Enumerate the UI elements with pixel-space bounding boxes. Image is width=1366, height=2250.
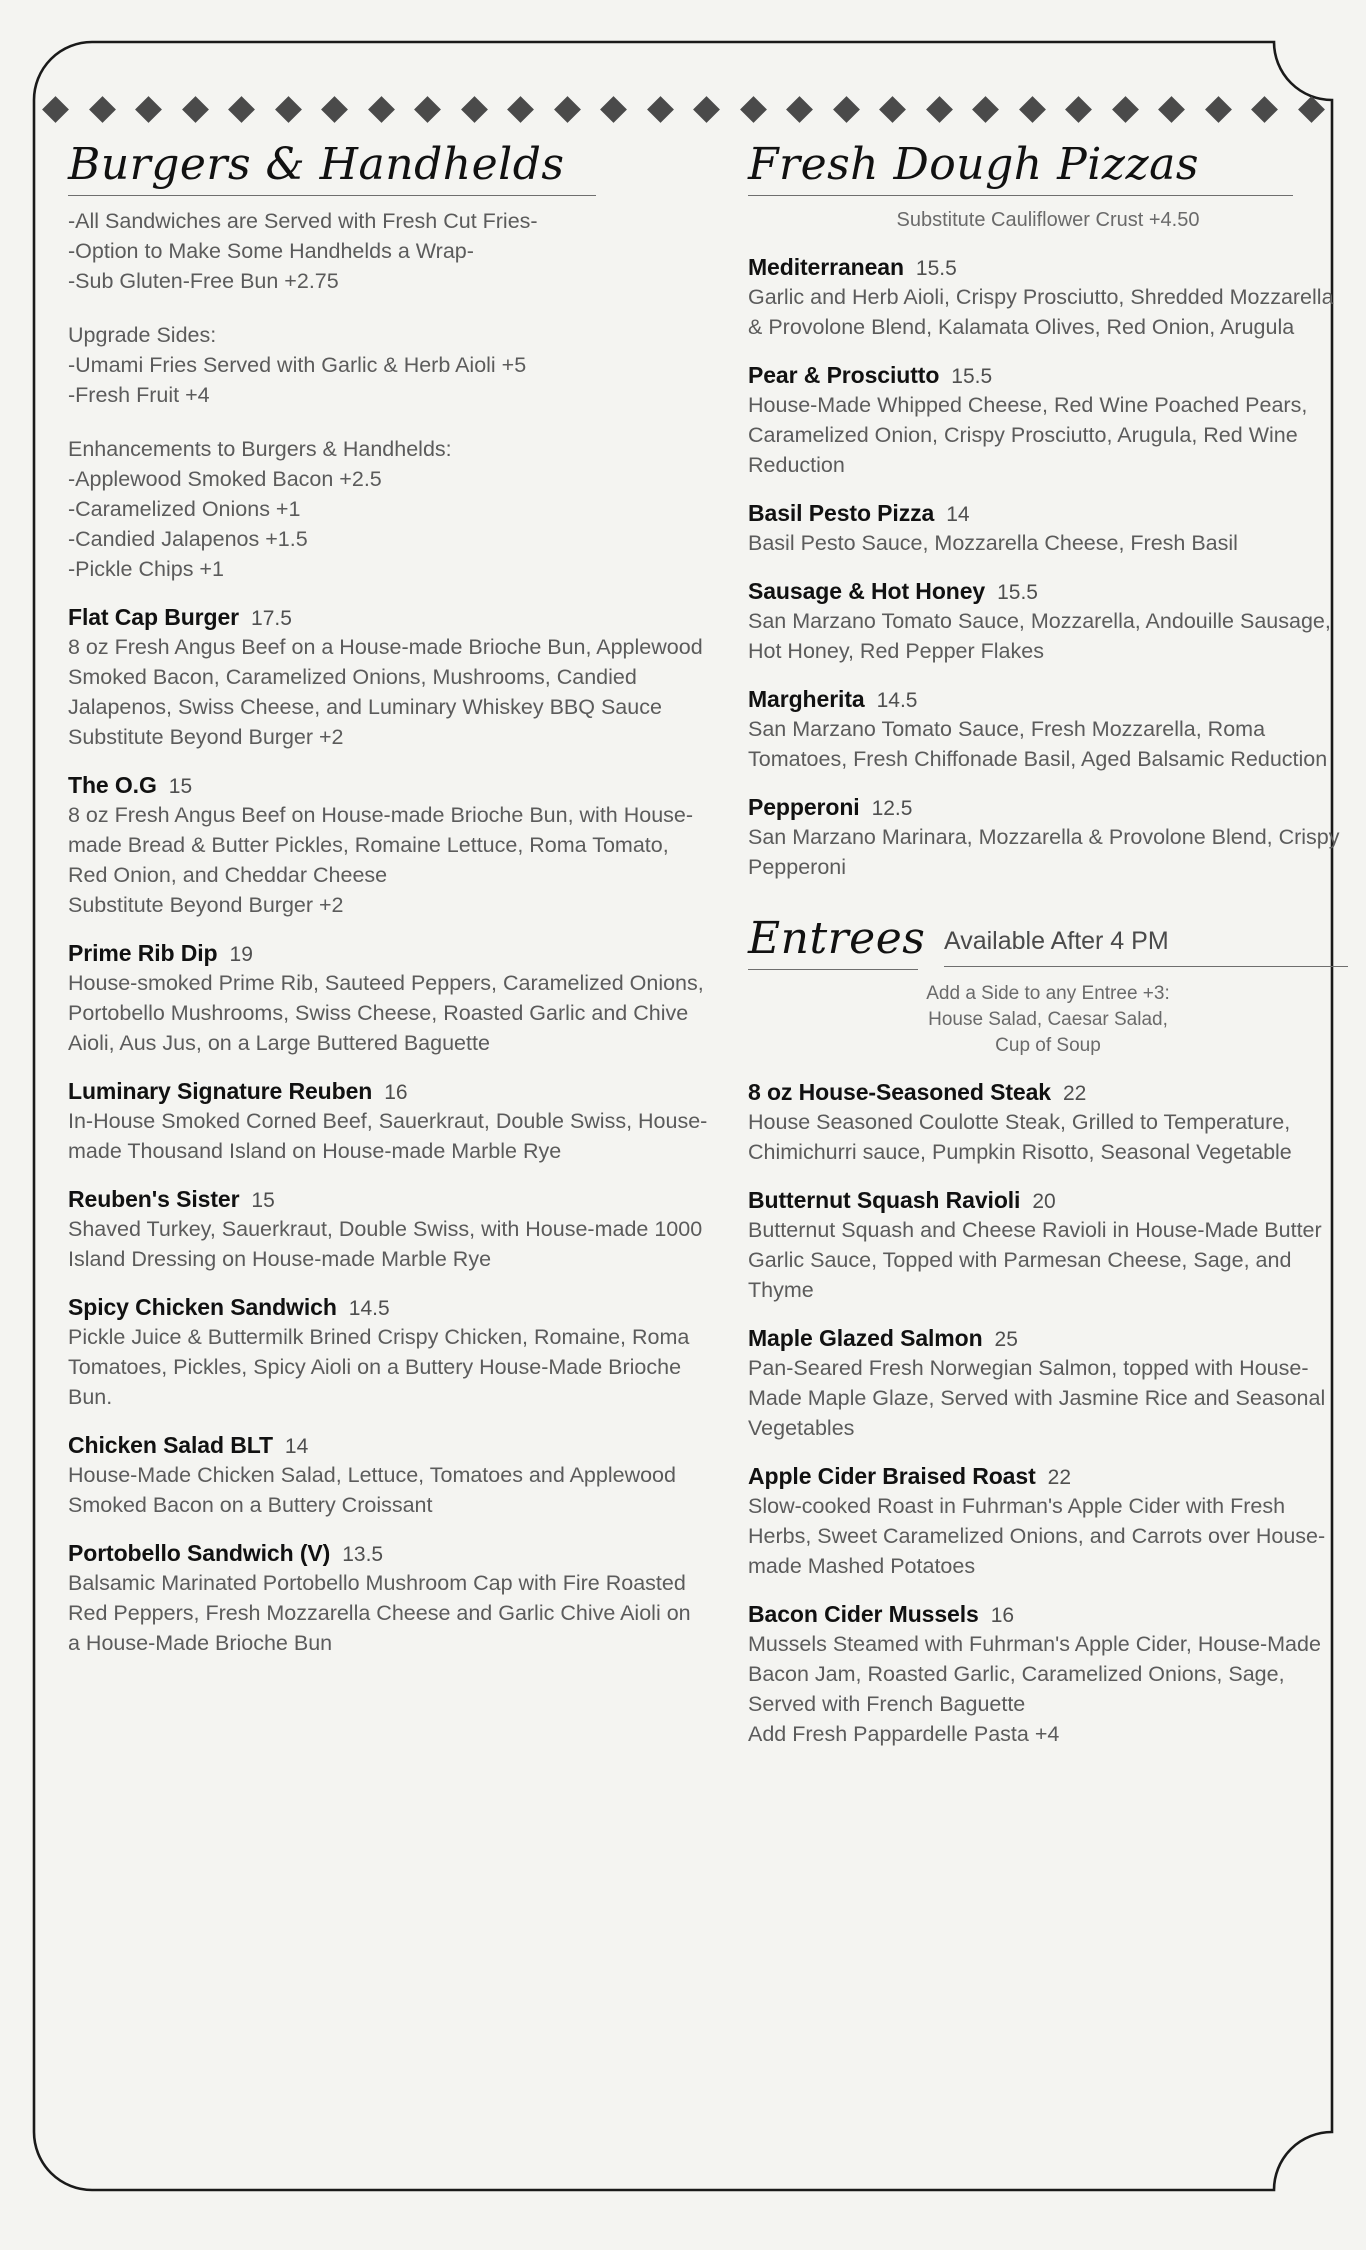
menu-item-description: Balsamic Marinated Portobello Mushroom Cap with Fire Roasted Red Peppers, Fresh Mozzarella Cheese and Garlic Chive Aioli on a House-Made Brioche Bun bbox=[68, 1571, 691, 1656]
menu-item-price: 25 bbox=[994, 1328, 1018, 1352]
menu-item-name: Luminary Signature Reuben bbox=[68, 1078, 373, 1105]
menu-item-name: Portobello Sandwich (V) bbox=[68, 1540, 331, 1567]
menu-item-name: Margherita bbox=[748, 686, 865, 713]
menu-item-description: Shaved Turkey, Sauerkraut, Double Swiss, with House-made 1000 Island Dressing on House-made Marble Rye bbox=[68, 1217, 703, 1272]
enhancement-item: -Caramelized Onions +1 bbox=[68, 497, 301, 522]
menu-item-price: 15.5 bbox=[915, 257, 957, 281]
menu-item-description: 8 oz Fresh Angus Beef on House-made Brioche Bun, with House-made Bread & Butter Pickles, Romaine Lettuce, Roma Tomato, Red Onion, and Cheddar Cheese bbox=[68, 803, 694, 888]
menu-item-price: 17.5 bbox=[251, 607, 292, 631]
menu-item-name: 8 oz House-Seasoned Steak bbox=[748, 1079, 1051, 1106]
menu-item-description: House-Made Whipped Cheese, Red Wine Poached Pears, Caramelized Onion, Crispy Prosciutto, Arugula, Red Wine Reduction bbox=[748, 393, 1308, 478]
menu-item-name: Mediterranean bbox=[748, 254, 904, 281]
menu-item-name: Flat Cap Burger bbox=[68, 604, 240, 631]
menu-item-description: Mussels Steamed with Fuhrman's Apple Cider, House-Made Bacon Jam, Roasted Garlic, Caramelized Onions, Sage, Served with French Baguette bbox=[748, 1632, 1321, 1717]
pizza-section-header bbox=[748, 139, 1348, 196]
menu-item-description: House-Made Chicken Salad, Lettuce, Tomatoes and Applewood Smoked Bacon on a Buttery Croissant bbox=[68, 1463, 676, 1518]
menu-item-name: Prime Rib Dip bbox=[68, 940, 218, 967]
menu-item-price: 13.5 bbox=[342, 1543, 384, 1567]
menu-item bbox=[748, 1325, 1348, 1443]
menu-item-name: Butternut Squash Ravioli bbox=[748, 1187, 1021, 1214]
menu-item bbox=[748, 1187, 1348, 1305]
section-gap bbox=[748, 882, 1348, 916]
menu-item-addon: Add Fresh Pappardelle Pasta +4 bbox=[748, 1722, 1060, 1747]
menu-item bbox=[748, 578, 1348, 666]
menu-item-price: 14.5 bbox=[348, 1297, 390, 1321]
notes-spacer bbox=[68, 296, 708, 320]
menu-item-name: Chicken Salad BLT bbox=[68, 1432, 273, 1459]
menu-item-description: San Marzano Tomato Sauce, Fresh Mozzarella, Roma Tomatoes, Fresh Chiffonade Basil, Aged Balsamic Reduction bbox=[748, 717, 1328, 772]
menu-item-name: Pepperoni bbox=[748, 794, 860, 821]
upgrade-side-item: -Umami Fries Served with Garlic & Herb Aioli +5 bbox=[68, 353, 527, 378]
burgers-note-line: -Option to Make Some Handhelds a Wrap- bbox=[68, 239, 474, 264]
menu-item-header bbox=[748, 1325, 1348, 1352]
menu-item-header bbox=[748, 1187, 1348, 1214]
menu-item-name: Maple Glazed Salmon bbox=[748, 1325, 983, 1352]
menu-item bbox=[748, 686, 1348, 774]
menu-item-description: Slow-cooked Roast in Fuhrman's Apple Cider with Fresh Herbs, Sweet Caramelized Onions, and Carrots over House-made Mashed Potatoes bbox=[748, 1494, 1326, 1579]
menu-item-header bbox=[68, 940, 708, 967]
menu-item bbox=[748, 362, 1348, 480]
menu-item-header bbox=[748, 362, 1348, 389]
menu-item-name: Spicy Chicken Sandwich bbox=[68, 1294, 337, 1321]
menu-item-header bbox=[748, 686, 1348, 713]
entrees-side-note-line: Cup of Soup bbox=[995, 1035, 1101, 1057]
menu-item-name: Pear & Prosciutto bbox=[748, 362, 940, 389]
menu-item bbox=[68, 1078, 708, 1166]
menu-item-header bbox=[748, 578, 1348, 605]
menu-item-price: 15 bbox=[168, 775, 193, 799]
menu-item-description: Garlic and Herb Aioli, Crispy Prosciutto, Shredded Mozzarella & Provolone Blend, Kalamata Olives, Red Onion, Arugula bbox=[748, 285, 1334, 340]
pizza-section-title: Fresh Dough Pizzas bbox=[748, 142, 1293, 196]
menu-item-substitution: Substitute Beyond Burger +2 bbox=[68, 893, 344, 918]
menu-item-header bbox=[68, 1078, 708, 1105]
menu-item bbox=[748, 500, 1348, 558]
menu-item-price: 20 bbox=[1032, 1190, 1056, 1214]
menu-item-price: 22 bbox=[1047, 1466, 1071, 1490]
entrees-side-note-line: Add a Side to any Entree +3: bbox=[926, 983, 1170, 1005]
menu-item-description: San Marzano Marinara, Mozzarella & Provolone Blend, Crispy Pepperoni bbox=[748, 825, 1340, 880]
menu-item-price: 19 bbox=[229, 943, 253, 967]
menu-item-name: Bacon Cider Mussels bbox=[748, 1601, 979, 1628]
menu-item-price: 15.5 bbox=[997, 581, 1038, 605]
menu-item-price: 16 bbox=[990, 1604, 1015, 1628]
menu-item-header bbox=[68, 1540, 708, 1567]
menu-item-header bbox=[68, 1432, 708, 1459]
menu-item-header bbox=[68, 1186, 708, 1213]
menu-item-name: The O.G bbox=[68, 772, 157, 799]
menu-item bbox=[748, 1463, 1348, 1581]
burgers-note-line: -Sub Gluten-Free Bun +2.75 bbox=[68, 269, 339, 294]
menu-item-header bbox=[748, 254, 1348, 281]
enhancement-item: -Candied Jalapenos +1.5 bbox=[68, 527, 308, 552]
menu-item-header bbox=[748, 794, 1348, 821]
burgers-section-header bbox=[68, 139, 708, 196]
menu-item-name: Basil Pesto Pizza bbox=[748, 500, 935, 527]
entrees-section-title: Entrees bbox=[748, 916, 918, 970]
menu-item-substitution: Substitute Beyond Burger +2 bbox=[68, 725, 344, 750]
menu-item bbox=[68, 1432, 708, 1520]
menu-item-name: Apple Cider Braised Roast bbox=[748, 1463, 1036, 1490]
menu-item-header bbox=[68, 604, 708, 631]
menu-item-header bbox=[748, 1601, 1348, 1628]
menu-item-header bbox=[68, 1294, 708, 1321]
enhancement-item: -Pickle Chips +1 bbox=[68, 557, 224, 582]
menu-item bbox=[68, 1294, 708, 1412]
enhancements-title: Enhancements to Burgers & Handhelds: bbox=[68, 437, 452, 462]
menu-item-description: Butternut Squash and Cheese Ravioli in House-Made Butter Garlic Sauce, Topped with Parmesan Cheese, Sage, and Thyme bbox=[748, 1218, 1322, 1303]
upgrade-side-item: -Fresh Fruit +4 bbox=[68, 383, 210, 408]
menu-item-price: 14 bbox=[284, 1435, 309, 1459]
menu-item bbox=[748, 1601, 1348, 1749]
burgers-notes bbox=[68, 206, 708, 584]
menu-item-name: Reuben's Sister bbox=[68, 1186, 240, 1213]
upgrade-sides-title: Upgrade Sides: bbox=[68, 323, 217, 348]
menu-item bbox=[748, 254, 1348, 342]
burgers-handhelds-column bbox=[68, 0, 708, 2250]
menu-item bbox=[68, 772, 708, 920]
menu-item bbox=[68, 940, 708, 1058]
entrees-section-header bbox=[748, 913, 1348, 971]
menu-item-description: Pan-Seared Fresh Norwegian Salmon, topped with House-Made Maple Glaze, Served with Jasmine Rice and Seasonal Vegetables bbox=[748, 1356, 1326, 1441]
menu-item-header bbox=[748, 500, 1348, 527]
menu-item-name: Sausage & Hot Honey bbox=[748, 578, 986, 605]
menu-item-price: 15 bbox=[251, 1189, 275, 1213]
menu-item-description: House-smoked Prime Rib, Sauteed Peppers, Caramelized Onions, Portobello Mushrooms, Swiss Cheese, Roasted Garlic and Chive Aioli, Aus Jus, on a Large Buttered Baguette bbox=[68, 971, 704, 1056]
menu-item-price: 14.5 bbox=[876, 689, 918, 713]
menu-item-price: 14 bbox=[946, 503, 970, 527]
enhancement-item: -Applewood Smoked Bacon +2.5 bbox=[68, 467, 382, 492]
menu-item-description: San Marzano Tomato Sauce, Mozzarella, Andouille Sausage, Hot Honey, Red Pepper Flakes bbox=[748, 609, 1331, 664]
menu-item-price: 16 bbox=[384, 1081, 408, 1105]
menu-item-description: Pickle Juice & Buttermilk Brined Crispy Chicken, Romaine, Roma Tomatoes, Pickles, Spicy Aioli on a Buttery House-Made Brioche Bun. bbox=[68, 1325, 690, 1410]
entrees-side-note-line: House Salad, Caesar Salad, bbox=[928, 1009, 1168, 1031]
pizzas-entrees-column bbox=[748, 0, 1348, 2250]
entrees-side-note bbox=[748, 981, 1348, 1059]
menu-item-header bbox=[68, 772, 708, 799]
menu-item bbox=[68, 1540, 708, 1658]
entrees-availability: Available After 4 PM bbox=[944, 927, 1348, 967]
menu-item-description: Basil Pesto Sauce, Mozzarella Cheese, Fresh Basil bbox=[748, 531, 1238, 556]
pizza-crust-substitution: Substitute Cauliflower Crust +4.50 bbox=[896, 209, 1200, 232]
menu-item-price: 12.5 bbox=[871, 797, 913, 821]
burgers-section-title: Burgers & Handhelds bbox=[68, 142, 596, 196]
menu-item-description: In-House Smoked Corned Beef, Sauerkraut, Double Swiss, House-made Thousand Island on House-made Marble Rye bbox=[68, 1109, 708, 1164]
menu-item bbox=[68, 1186, 708, 1274]
menu-item bbox=[748, 1079, 1348, 1167]
notes-spacer bbox=[68, 410, 708, 434]
menu-item-price: 22 bbox=[1063, 1082, 1087, 1106]
menu-item-header bbox=[748, 1463, 1348, 1490]
menu-item-price: 15.5 bbox=[951, 365, 993, 389]
menu-item-description: 8 oz Fresh Angus Beef on a House-made Brioche Bun, Applewood Smoked Bacon, Caramelized Onions, Mushrooms, Candied Jalapenos, Swiss Cheese, and Luminary Whiskey BBQ Sauce bbox=[68, 635, 703, 720]
menu-item bbox=[68, 604, 708, 752]
menu-item bbox=[748, 794, 1348, 882]
burgers-note-line: -All Sandwiches are Served with Fresh Cut Fries- bbox=[68, 209, 538, 234]
menu-item-header bbox=[748, 1079, 1348, 1106]
menu-item-description: House Seasoned Coulotte Steak, Grilled to Temperature, Chimichurri sauce, Pumpkin Risotto, Seasonal Vegetable bbox=[748, 1110, 1292, 1165]
